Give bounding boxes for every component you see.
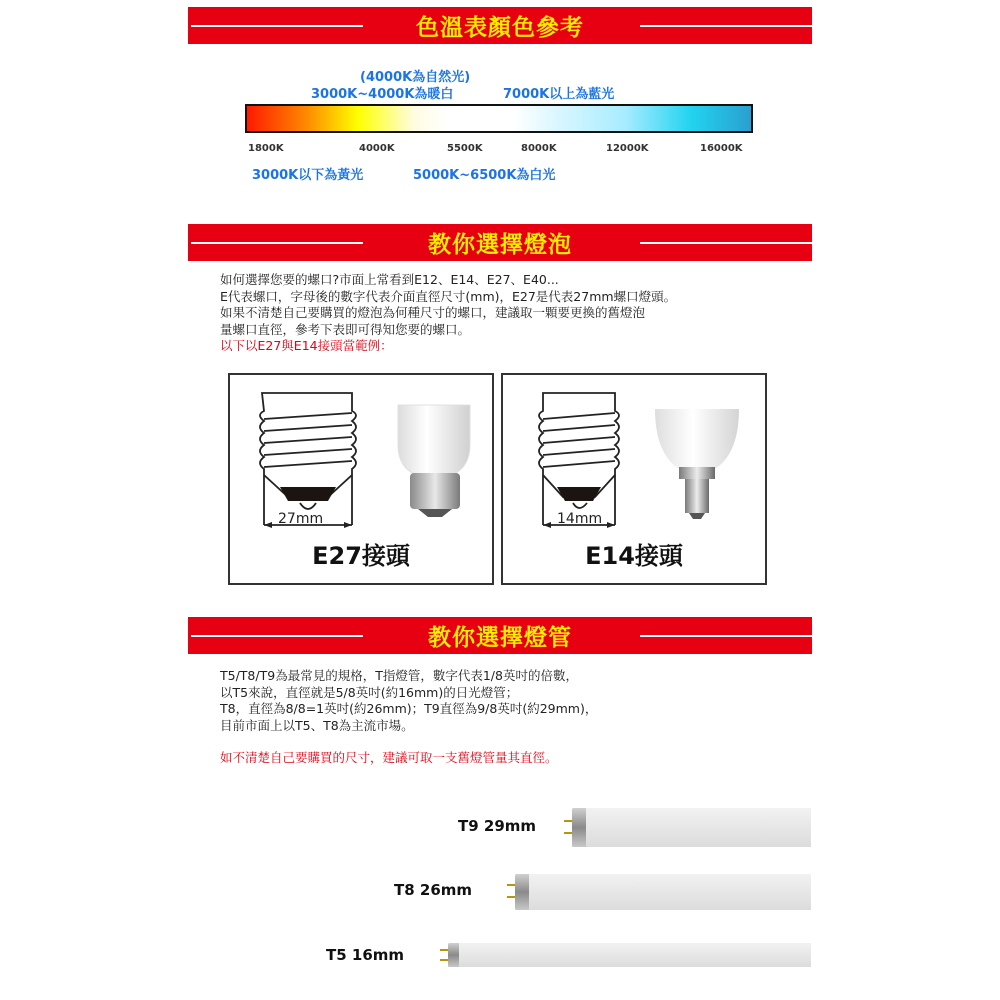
tick-label: 5500K — [447, 143, 483, 154]
tube-label-t5: T5 16mm — [326, 946, 405, 964]
text-line: 如果不清楚自己要購買的燈泡為何種尺寸的螺口，建議取一顆要更換的舊燈泡 — [220, 305, 646, 320]
tube-pin — [440, 959, 448, 961]
banner-tube — [188, 617, 812, 654]
banner-bulb — [188, 224, 812, 261]
tube-advice: 如不清楚自己要購買的尺寸，建議可取一支舊燈管量其直徑。 — [220, 750, 558, 765]
tube-end-cap — [515, 874, 529, 910]
tube-pin — [507, 896, 515, 898]
banner-divider — [640, 242, 812, 244]
tube-end-cap — [448, 943, 459, 967]
tube-pin — [564, 820, 572, 822]
tick-label: 16000K — [700, 143, 743, 154]
text-line: 如何選擇您要的螺口?市面上常看到E12、E14、E27、E40... — [220, 272, 559, 287]
card-e27 — [228, 373, 494, 585]
text-line: T5/T8/T9為最常見的規格，T指燈管，數字代表1/8英吋的倍數， — [220, 668, 578, 683]
dimension-label: 14mm — [557, 511, 603, 527]
card-label: E27接頭 — [312, 542, 410, 570]
text-line: 量螺口直徑，參考下表即可得知您要的螺口。 — [220, 321, 471, 337]
tube-pin — [564, 832, 572, 834]
dimension-label: 27mm — [278, 511, 324, 527]
card-e14 — [501, 373, 767, 585]
t8-tube-image — [515, 874, 811, 910]
color-temp-gradient-bar — [245, 104, 753, 133]
note-warm-white: 3000K~4000K為暖白 — [311, 87, 454, 102]
banner-divider — [191, 635, 363, 637]
section-title: 教你選擇燈泡 — [428, 232, 572, 258]
card-label: E14接頭 — [585, 542, 683, 570]
banner-divider — [640, 635, 812, 637]
t5-tube-image — [448, 943, 811, 967]
banner-color-temp — [188, 7, 812, 44]
t9-tube-image — [572, 808, 811, 847]
text-line: T8，直徑為8/8=1英吋(約26mm)；T9直徑為9/8英吋(約29mm)， — [220, 701, 598, 716]
banner-divider — [191, 25, 363, 27]
text-line: 以T5來說，直徑就是5/8英吋(約16mm)的日光燈管； — [220, 684, 519, 700]
e27-socket-diagram-icon — [230, 375, 492, 545]
tube-pin — [507, 884, 515, 886]
tick-label: 12000K — [606, 143, 649, 154]
note-yellow-light: 3000K以下為黃光 — [252, 168, 364, 183]
e14-socket-diagram-icon — [503, 375, 765, 545]
section-title: 色溫表顏色參考 — [416, 15, 584, 41]
text-line: 目前市面上以T5、T8為主流市場。 — [220, 717, 414, 733]
tick-label: 1800K — [248, 143, 284, 154]
example-note: 以下以E27與E14接頭當範例： — [220, 338, 393, 353]
note-white-light: 5000K~6500K為白光 — [413, 168, 556, 183]
section-title: 教你選擇燈管 — [428, 625, 572, 651]
bulb-description — [220, 272, 676, 355]
note-natural-light: (4000K為自然光) — [360, 70, 471, 85]
tube-label-t8: T8 26mm — [394, 881, 473, 899]
tick-label: 4000K — [359, 143, 395, 154]
note-blue-light: 7000K以上為藍光 — [503, 87, 615, 102]
tick-label: 8000K — [521, 143, 557, 154]
tube-end-cap — [572, 808, 586, 847]
banner-divider — [640, 25, 812, 27]
text-line: E代表螺口，字母後的數字代表介面直徑尺寸(mm)，E27是代表27mm螺口燈頭。 — [220, 288, 677, 304]
tube-label-t9: T9 29mm — [458, 817, 537, 835]
tube-pin — [440, 949, 448, 951]
tube-description — [220, 668, 597, 767]
banner-divider — [191, 242, 363, 244]
